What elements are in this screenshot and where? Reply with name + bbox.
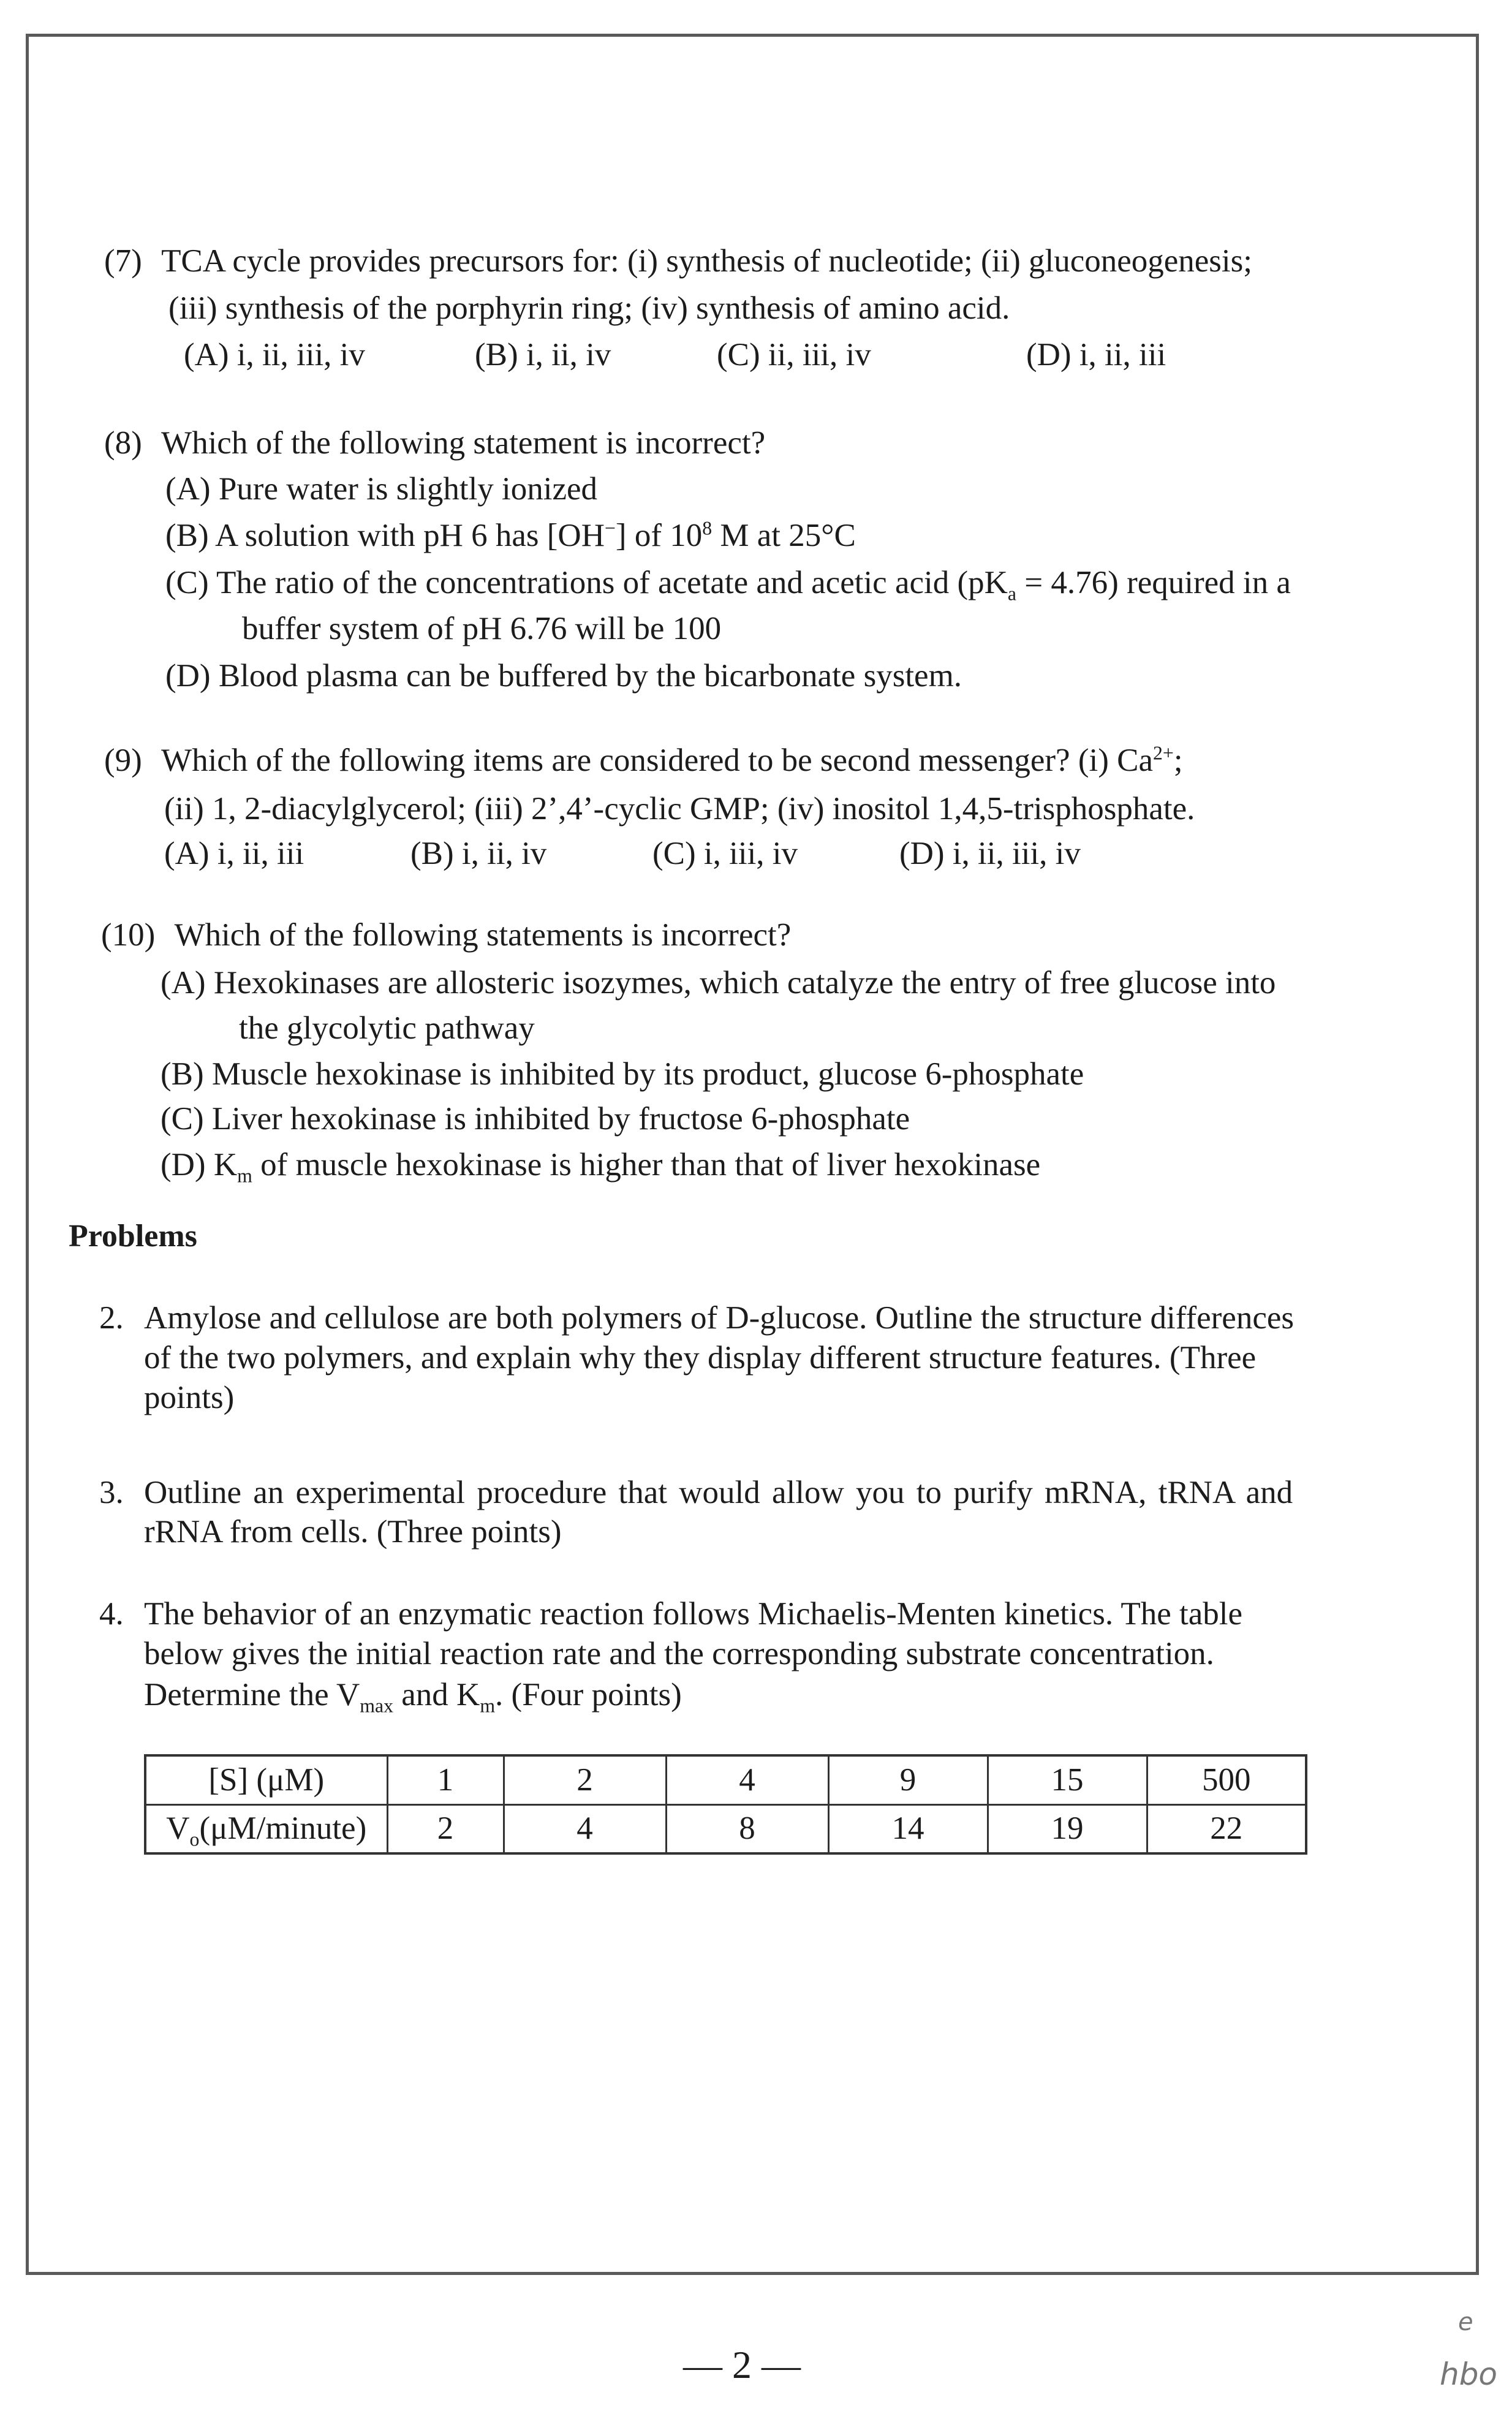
q9-option-b: (B) i, ii, iv (410, 836, 547, 871)
table-cell: 500 (1147, 1755, 1306, 1804)
kinetics-table (144, 1754, 1307, 1855)
q10-option-a-line2: the glycolytic pathway (239, 1010, 535, 1046)
question-number: (9) (104, 743, 142, 778)
q7-option-b: (B) i, ii, iv (475, 337, 611, 373)
problem-4-line2: below gives the initial reaction rate and the corresponding substrate concentration. (144, 1636, 1214, 1671)
q8-text: Which of the following statement is incorrect? (161, 425, 766, 461)
q7-option-d: (D) i, ii, iii (1026, 337, 1166, 373)
q8-option-a: (A) Pure water is slightly ionized (165, 471, 598, 507)
q10-option-b: (B) Muscle hexokinase is inhibited by its product, glucose 6-phosphate (161, 1056, 1084, 1092)
question-number: (7) (104, 243, 142, 279)
q10-text: Which of the following statements is incorrect? (174, 917, 792, 953)
problem-2-number: 2. (99, 1300, 124, 1336)
table-cell: 19 (988, 1804, 1147, 1853)
problem-3-line1: Outline an experimental procedure that would allow you to purify mRNA, tRNA and (144, 1475, 1293, 1510)
table-cell: 2 (504, 1755, 666, 1804)
q9-option-a: (A) i, ii, iii (164, 836, 304, 871)
q7-option-c: (C) ii, iii, iv (717, 337, 871, 373)
q7-text: TCA cycle provides precursors for: (i) synthesis of nucleotide; (ii) gluconeogenesis; (161, 243, 1252, 279)
q8-option-b: (B) A solution with pH 6 has [OH−] of $10^8$ M at 25°C (165, 517, 856, 553)
question-number: (10) (101, 917, 156, 953)
problem-2-line2: of the two polymers, and explain why they display different structure features. (Three (144, 1340, 1257, 1376)
table-row (145, 1804, 1306, 1853)
q9-stem-line2: (ii) 1, 2-diacylglycerol; (iii) 2’,4’-cyclic GMP; (iv) inositol 1,4,5-trisphosphate. (164, 791, 1195, 827)
table-cell: 8 (666, 1804, 828, 1853)
q10-option-d: (D) $K_m$ of muscle hexokinase is higher than that of liver hexokinase (161, 1147, 1041, 1187)
table-cell: 9 (828, 1755, 988, 1804)
q9-option-c: (C) i, iii, iv (652, 836, 798, 871)
table-header-substrate: [S] (μM) (145, 1755, 387, 1804)
q9-stem-line1 (104, 744, 1183, 777)
q8-option-c-line1: (C) The ratio of the concentrations of acetate and acetic acid $(pK_a = 4.76)$ required in a (165, 565, 1291, 605)
problem-4-line1: The behavior of an enzymatic reaction follows Michaelis-Menten kinetics. The table (144, 1596, 1243, 1632)
problem-3-line2: rRNA from cells. (Three points) (144, 1514, 562, 1550)
problems-heading: Problems (69, 1219, 197, 1254)
q7-option-a: (A) i, ii, iii, iv (184, 337, 365, 373)
margin-note-hbo: hbo (1440, 2356, 1498, 2392)
q10-stem (101, 919, 791, 952)
q8-option-d: (D) Blood plasma can be buffered by the bicarbonate system. (165, 658, 962, 694)
table-cell: 2 (387, 1804, 504, 1853)
question-number: (8) (104, 425, 142, 461)
table-cell: 1 (387, 1755, 504, 1804)
problem-2-line3: points) (144, 1380, 235, 1415)
margin-note-e: e (1458, 2308, 1473, 2336)
table-cell: 4 (504, 1804, 666, 1853)
q10-option-a-line1: (A) Hexokinases are allosteric isozymes, which catalyze the entry of free glucose into (161, 965, 1276, 1001)
problem-2-line1: Amylose and cellulose are both polymers of D-glucose. Outline the structure differences (144, 1300, 1294, 1336)
table-cell: 22 (1147, 1804, 1306, 1853)
problem-4-line3: Determine the $V_{max}$ and $K_m$. (Four points) (144, 1677, 682, 1717)
q9-option-d: (D) i, ii, iii, iv (899, 836, 1081, 871)
problem-3-number: 3. (99, 1475, 124, 1510)
q7-stem-line2: (iii) synthesis of the porphyrin ring; (iv) synthesis of amino acid. (168, 290, 1010, 326)
problem-4-number: 4. (99, 1596, 124, 1632)
table-cell: 15 (988, 1755, 1147, 1804)
q7-stem-line1 (104, 245, 1252, 278)
q9-text: Which of the following items are considered to be second messenger? (i) $Ca^{2+}$; (161, 742, 1183, 778)
table-cell: 4 (666, 1755, 828, 1804)
table-header-velocity: $V_o(\mu M/minute)$ (145, 1804, 387, 1853)
page-number: — 2 — (683, 2343, 801, 2386)
q8-stem (104, 427, 765, 460)
q8-option-c-line2: buffer system of pH 6.76 will be 100 (242, 611, 722, 646)
table-row (145, 1755, 1306, 1804)
table-cell: 14 (828, 1804, 988, 1853)
q10-option-c: (C) Liver hexokinase is inhibited by fructose 6-phosphate (161, 1101, 910, 1137)
